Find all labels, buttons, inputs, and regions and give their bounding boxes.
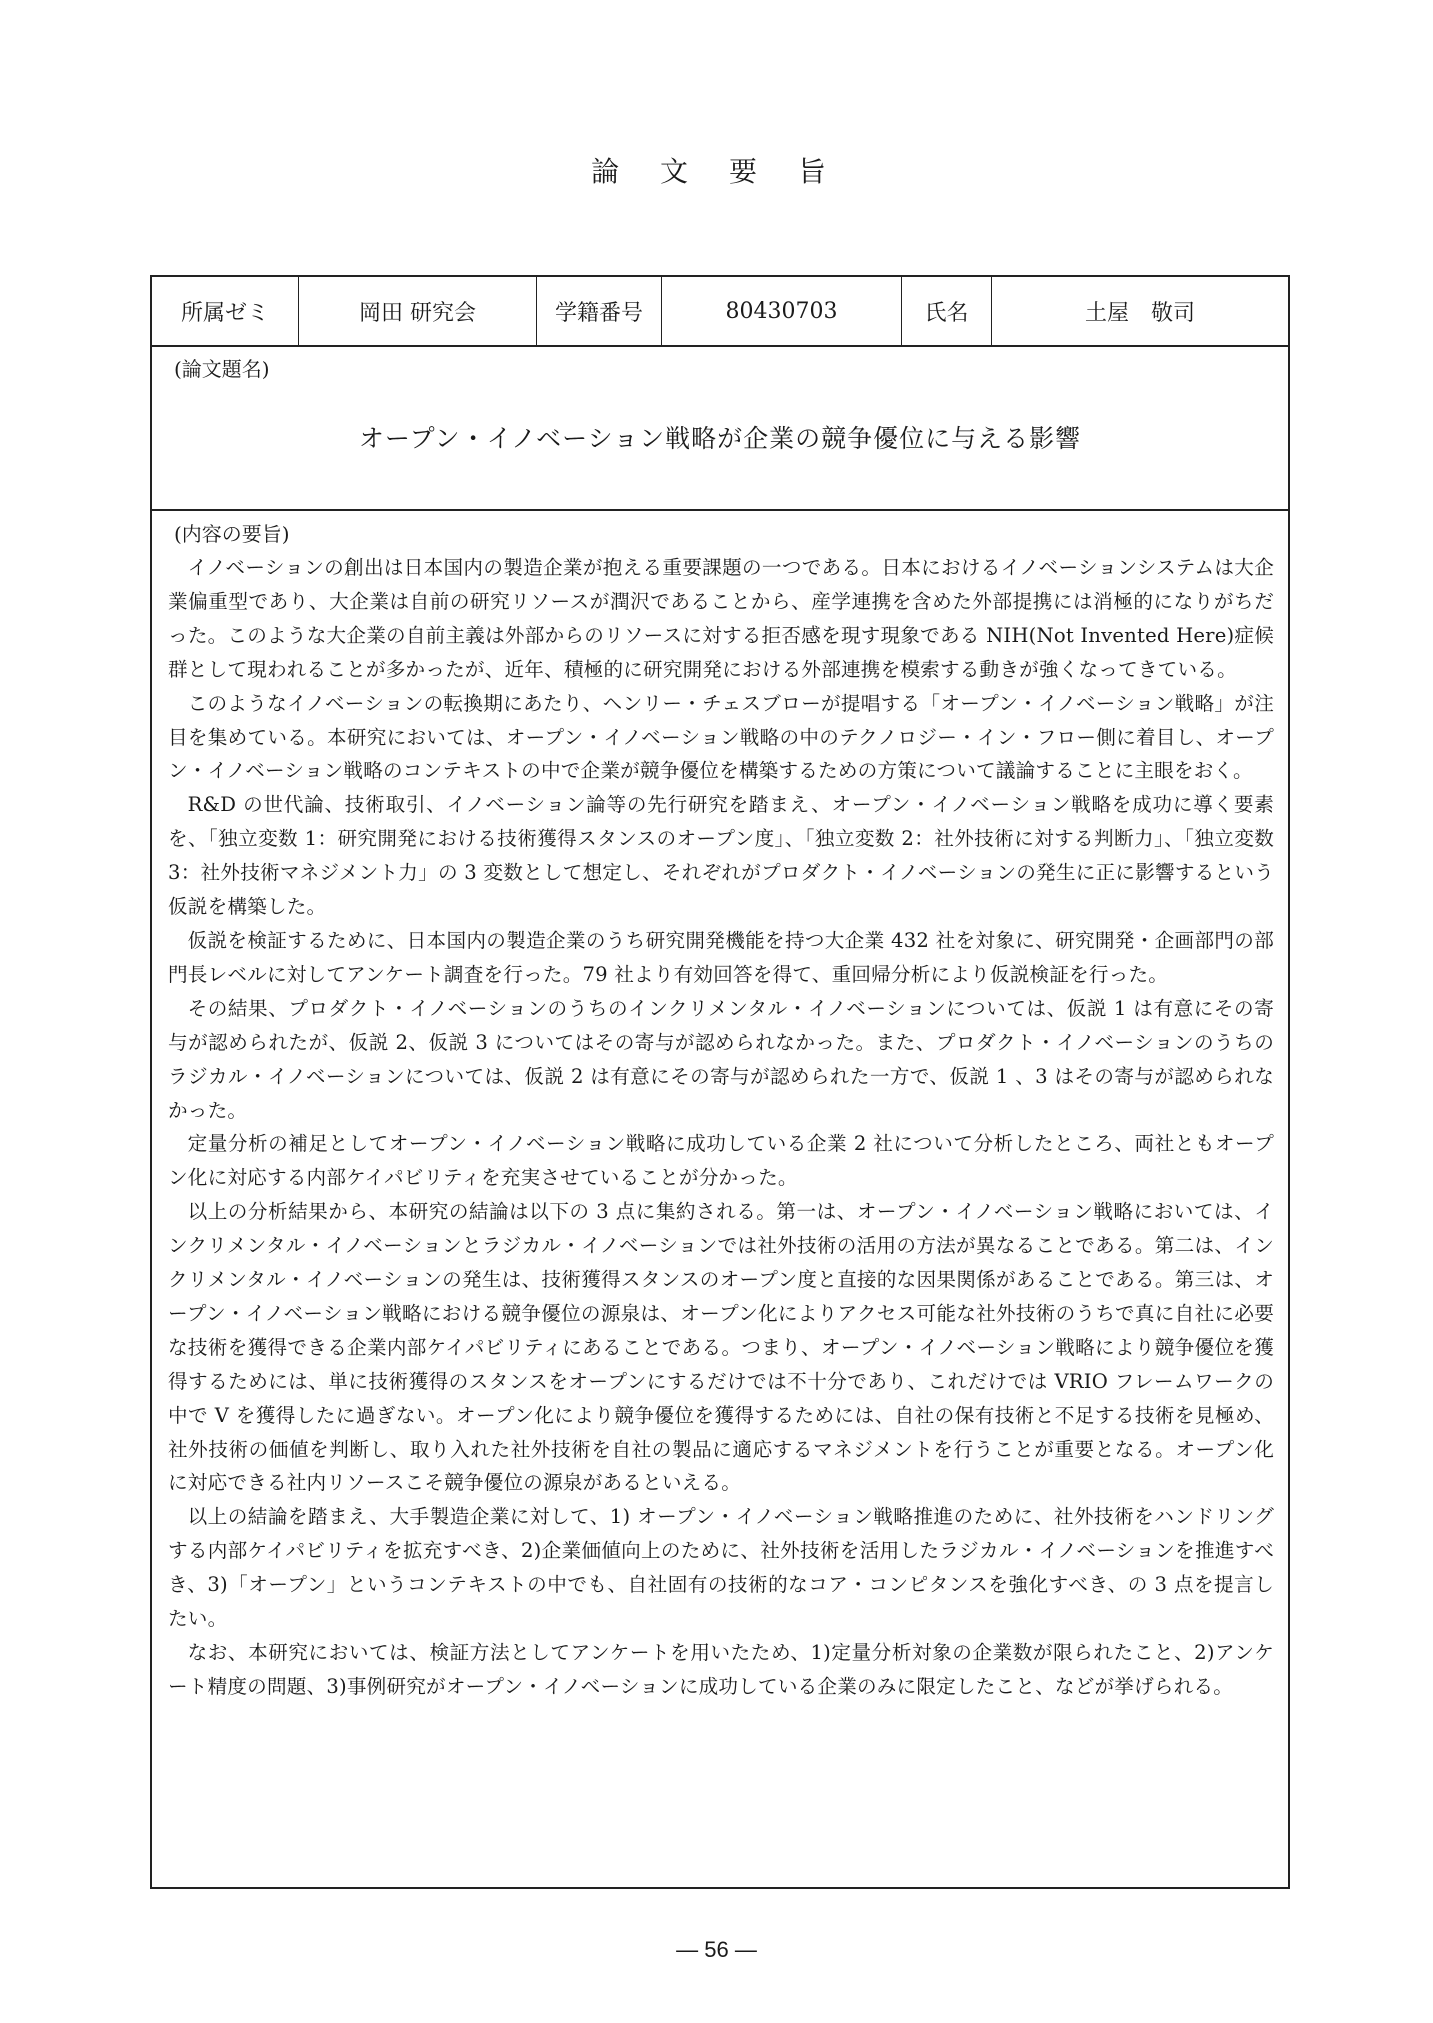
summary-paragraph: なお、本研究においては、検証方法としてアンケートを用いたため、1)定量分析対象の企業数が限られたこと、2)アンケート精度の問題、3)事例研究がオープン・イノベーションに成功している企業のみに限定したこと、などが挙げられる。 [168, 1641, 1274, 1698]
summary-paragraph: その結果、プロダクト・イノベーションのうちのインクリメンタル・イノベーションについては、仮説 1 は有意にその寄与が認められたが、仮説 2、仮説 3 についてはその寄与が認められなかった。また、プロダクト・イノベーションのうちのラジカル・イノベーションについては、仮説 2 は有意にその寄与が認められた一方で、仮説 1 、3 はその寄与が認められなかった。 [168, 996, 1274, 1122]
page-number: — 56 — [676, 1937, 757, 1962]
student-id-label: 学籍番号 [537, 277, 662, 345]
seminar-label: 所属ゼミ [152, 277, 299, 345]
summary-section [152, 511, 1288, 1704]
summary-paragraph: 以上の分析結果から、本研究の結論は以下の 3 点に集約される。第一は、オープン・イノベーション戦略においては、インクリメンタル・イノベーションとラジカル・イノベーションでは社外技術の活用の方法が異なることである。第二は、インクリメンタル・イノベーションの発生は、技術獲得スタンスのオープン度と直接的な因果関係があることである。第三は、オープン・イノベーション戦略における競争優位の源泉は、オープン化によりアクセス可能な社外技術のうちで真に自社に必要な技術を獲得できる企業内部ケイパビリティにあることである。つまり、オープン・イノベーション戦略により競争優位を獲得するためには、単に技術獲得のスタンスをオープンにするだけでは不十分であり、これだけでは VRIO フレームワークの中で V を獲得したに過ぎない。オープン化により競争優位を獲得するためには、自社の保有技術と不足する技術を見極め、社外技術の価値を判断し、取り入れた社外技術を自社の製品に適応するマネジメントを行うことが重要となる。オープン化に対応できる社内リソースこそ競争優位の源泉があるといえる。 [168, 1200, 1274, 1495]
summary-paragraph: イノベーションの創出は日本国内の製造企業が抱える重要課題の一つである。日本におけるイノベーションシステムは大企業偏重型であり、大企業は自前の研究リソースが潤沢であることから、産学連携を含めた外部提携には消極的になりがちだった。このような大企業の自前主義は外部からのリソースに対する拒否感を現す現象である NIH(Not Invented Here)症候群として現われることが多かったが、近年、積極的に研究開発における外部連携を模索する動きが強くなってきている。 [168, 556, 1274, 681]
thesis-title-section [152, 347, 1288, 511]
summary-paragraph: このようなイノベーションの転換期にあたり、ヘンリー・チェスブローが提唱する「オープン・イノベーション戦略」が注目を集めている。本研究においては、オープン・イノベーション戦略の中のテクノロジー・イン・フロー側に着目し、オープン・イノベーション戦略のコンテキストの中で企業が競争優位を構築するための方策について議論することに主眼をおく。 [168, 691, 1274, 783]
abstract-form [150, 275, 1290, 1889]
summary-paragraph: 以上の結論を踏まえ、大手製造企業に対して、1) オープン・イノベーション戦略推進のために、社外技術をハンドリングする内部ケイパビリティを拡充すべき、2)企業価値向上のために、社外技術を活用したラジカル・イノベーションを推進すべき、3)「オープン」というコンテキストの中でも、自社固有の技術的なコア・コンピタンスを強化すべき、の 3 点を提言したい。 [168, 1505, 1274, 1631]
seminar-value: 岡田 研究会 [299, 277, 537, 345]
summary-paragraph: 仮説を検証するために、日本国内の製造企業のうち研究開発機能を持つ大企業 432 社を対象に、研究開発・企画部門の部門長レベルに対してアンケート調査を行った。79 社より有効回答を得て、重回帰分析により仮説検証を行った。 [168, 928, 1274, 986]
summary-paragraph: 定量分析の補足としてオープン・イノベーション戦略に成功している企業 2 社について分析したところ、両社ともオープン化に対応する内部ケイパビリティを充実させていることが分かった。 [168, 1132, 1274, 1190]
thesis-title-label: (論文題名) [174, 357, 270, 381]
page-title: 論 文 要 旨 [591, 155, 842, 188]
student-id-value: 80430703 [662, 277, 902, 345]
name-value: 土屋 敬司 [1084, 300, 1195, 326]
info-row [152, 277, 1288, 347]
summary-paragraph: R&D の世代論、技術取引、イノベーション論等の先行研究を踏まえ、オープン・イノベーション戦略を成功に導く要素を、「独立変数 1：研究開発における技術獲得スタンスのオープン度」、「独立変数 2：社外技術に対する判断力」、「独立変数 3：社外技術マネジメント力」の 3 変数として想定し、それぞれがプロダクト・イノベーションの発生に正に影響するという仮説を構築した。 [168, 793, 1274, 919]
name-label: 氏名 [902, 277, 992, 345]
summary-label: (内容の要旨) [174, 522, 290, 546]
thesis-title: オープン・イノベーション戦略が企業の競争優位に与える影響 [358, 424, 1082, 453]
